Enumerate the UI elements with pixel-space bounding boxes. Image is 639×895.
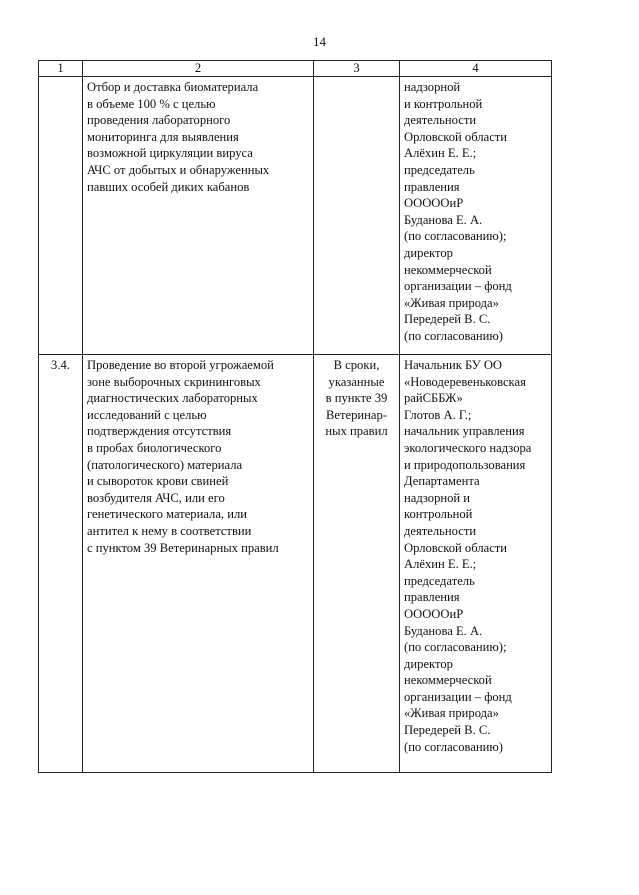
measures-table [38, 60, 552, 773]
responsible-cell [400, 355, 552, 773]
column-header-2: 2 [83, 61, 314, 77]
responsible-cell [400, 77, 552, 355]
row-number [39, 77, 82, 79]
term-cell [314, 355, 400, 773]
measure-text: Проведение во второй угрожаемой зоне выборочных скрининговых диагностических лабораторных исследований с целью подтверждения отсутствия в пробах биологического (патологического) материала и сывороток крови свиней возбудителя АЧС, или его генетического материала, или антител к нему в соответствии с пунктом 39 Ветеринарных правил [87, 358, 279, 555]
column-header-4: 4 [400, 61, 552, 77]
row-number-cell [39, 355, 83, 773]
measure-cell [83, 77, 314, 355]
column-header-1: 1 [39, 61, 83, 77]
table-header-row [39, 61, 552, 77]
responsible-text: Начальник БУ ОО «Новодеревеньковская райСББЖ» Глотов А. Г.; начальник управления экологического надзора и природопользования Департамента надзорной и контрольной деятельности Орловской области Алёхин Е. Е.; председатель правления ОООООиР Буданова Е. А. (по согласованию); директор некоммерческой организации – фонд «Живая природа» Передерей В. С. (по согласованию) [404, 358, 532, 754]
measure-cell [83, 355, 314, 773]
term-text: В сроки, указанные в пункте 39 Ветеринар- ных правил [325, 358, 388, 439]
term-text [314, 77, 399, 79]
column-header-3: 3 [314, 61, 400, 77]
measure-text: Отбор и доставка биоматериала в объеме 100 % с целью проведения лабораторного мониторинга для выявления возможной циркуляции вируса АЧС от добытых и обнаруженных павших особей диких кабанов [87, 80, 270, 194]
responsible-text: надзорной и контрольной деятельности Орловской области Алёхин Е. Е.; председатель правления ОООООиР Буданова Е. А. (по согласованию); директор некоммерческой организации – фонд «Живая природа» Передерей В. С. (по согласованию) [404, 80, 512, 343]
row-number: 3.4. [51, 358, 70, 372]
table-row [39, 77, 552, 355]
table-row [39, 355, 552, 773]
row-number-cell [39, 77, 83, 355]
page-number: 14 [313, 34, 326, 49]
term-cell [314, 77, 400, 355]
